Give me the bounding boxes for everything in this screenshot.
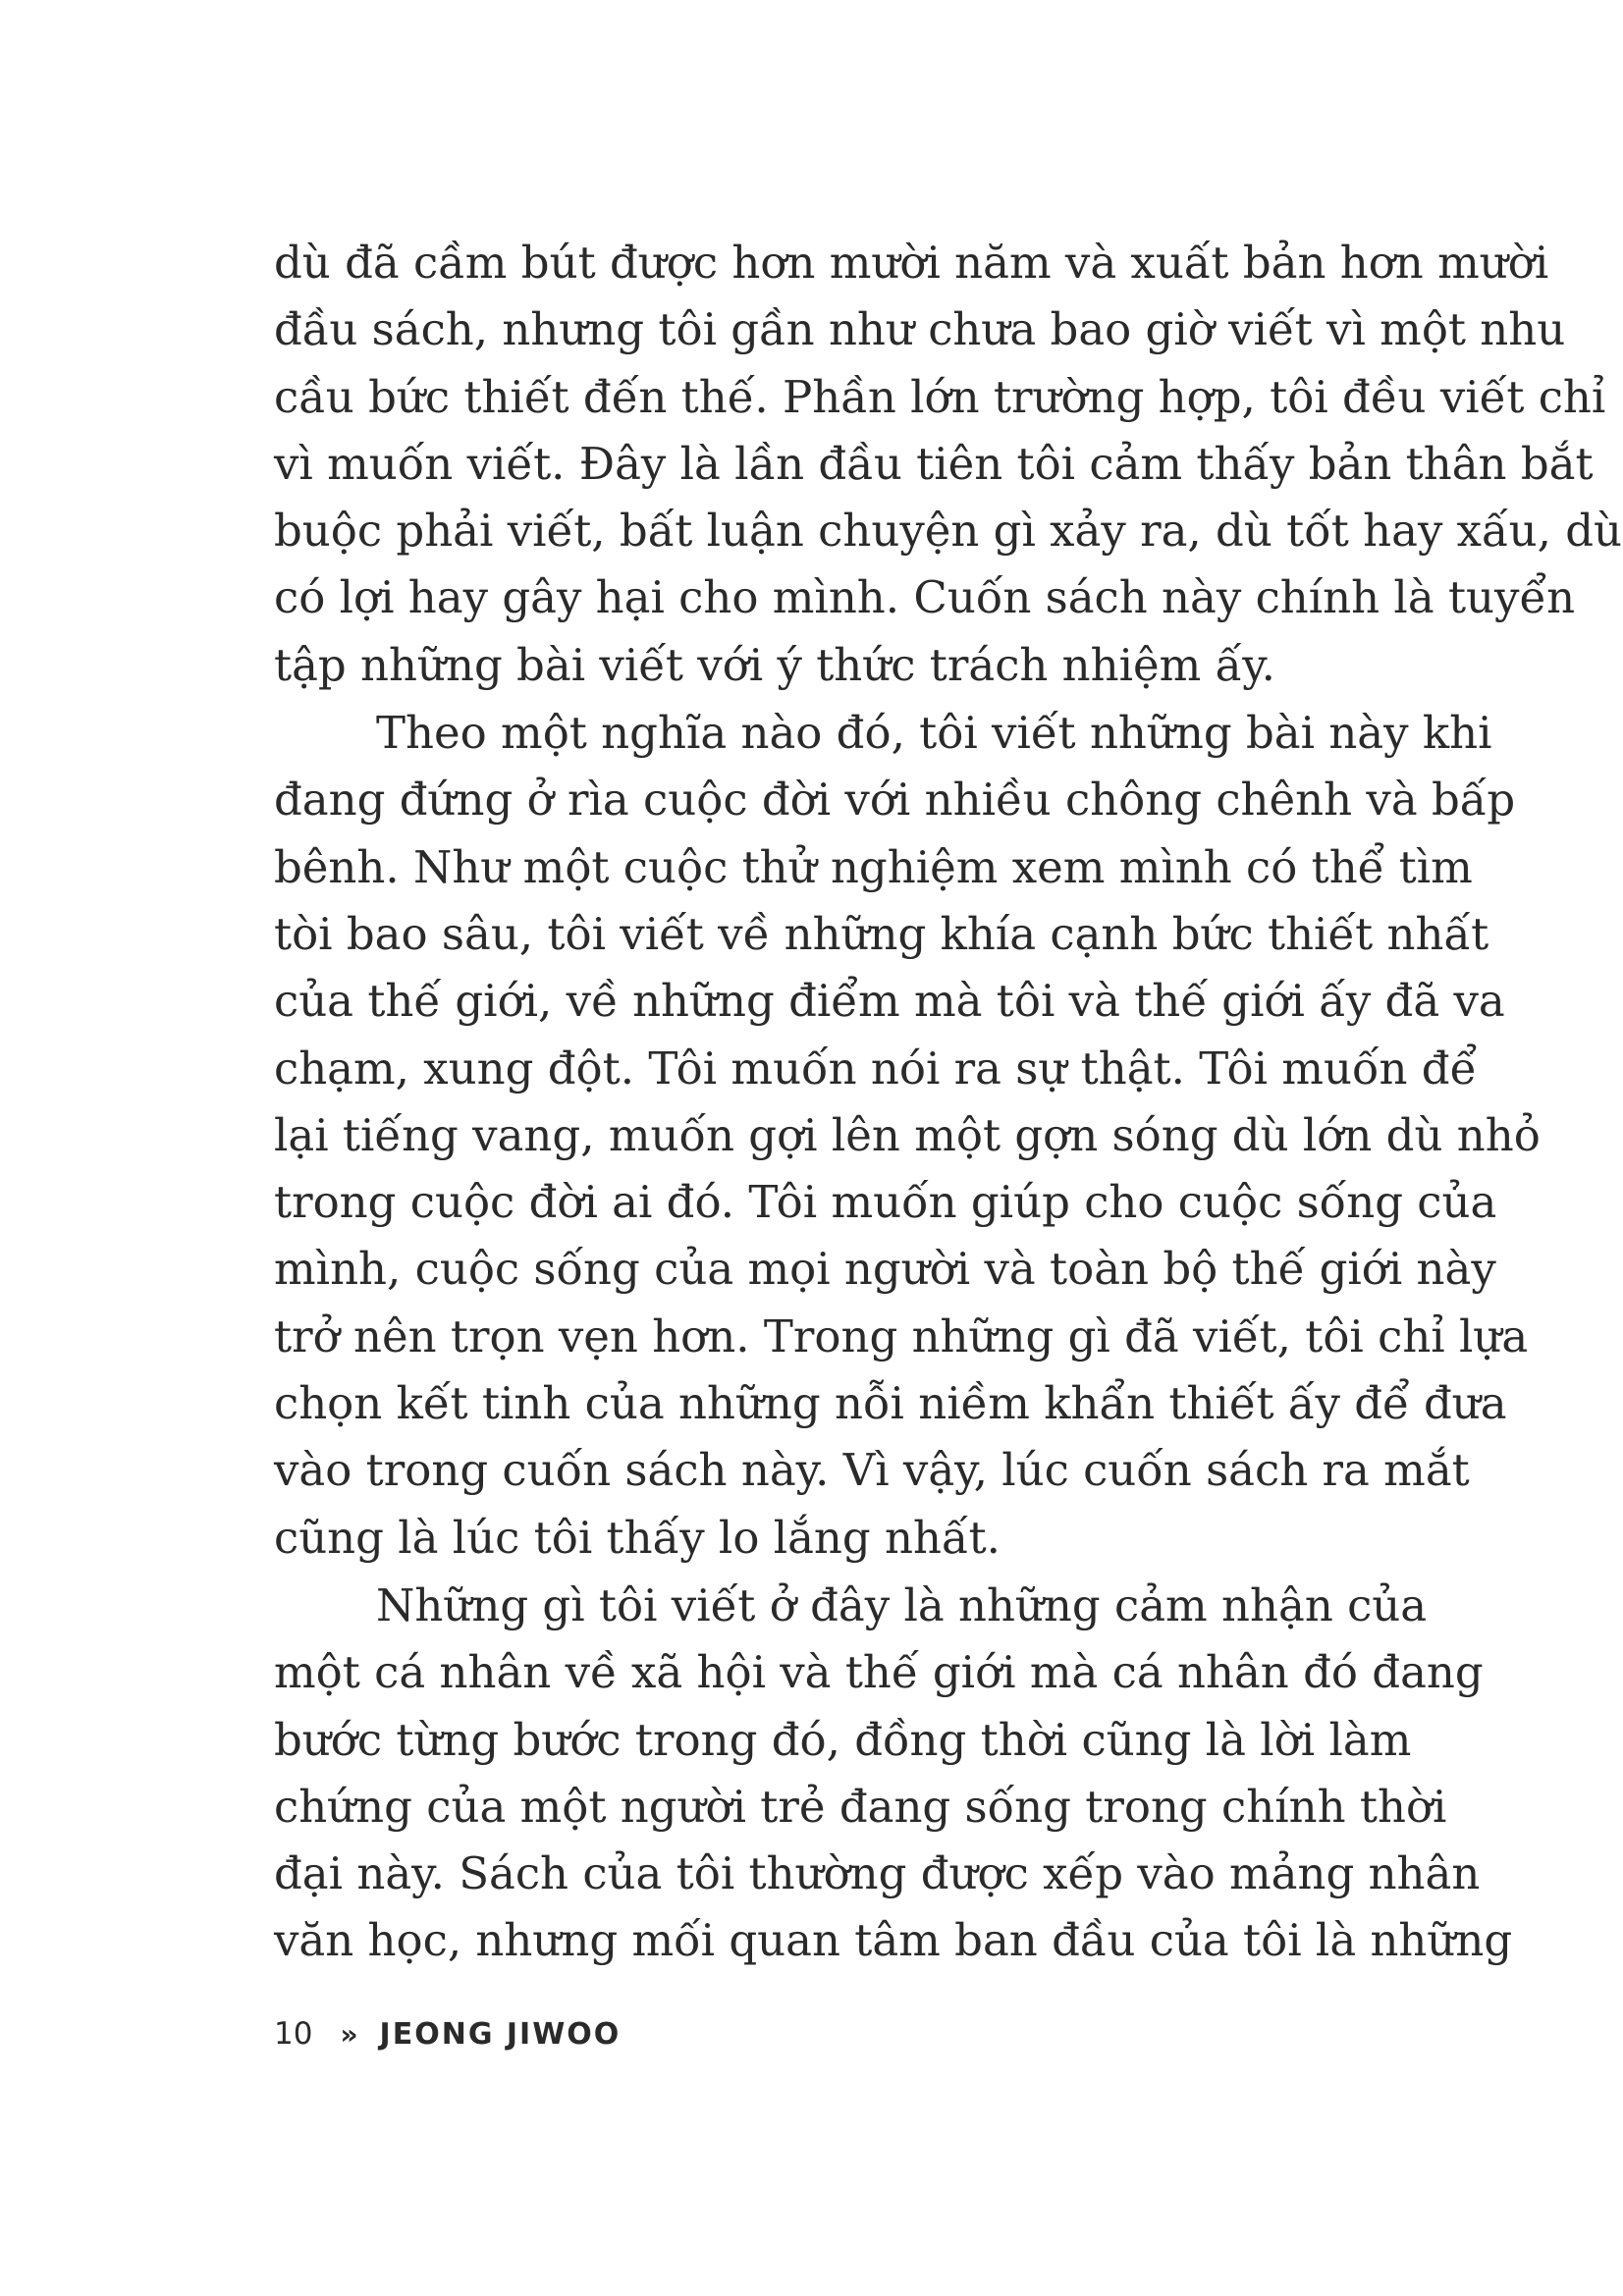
- text-line: buộc phải viết, bất luận chuyện gì xảy ra, dù tốt hay xấu, dù: [274, 505, 1623, 558]
- body-text: [274, 230, 1623, 1975]
- text-line: dù đã cầm bút được hơn mười năm và xuất bản hơn mười: [274, 237, 1549, 289]
- page-number: 10: [274, 2016, 313, 2052]
- text-line: chứng của một người trẻ đang sống trong chính thời: [274, 1780, 1447, 1833]
- text-line: của thế giới, về những điểm mà tôi và thế giới ấy đã va: [274, 975, 1505, 1028]
- text-line: đầu sách, nhưng tôi gần như chưa bao giờ viết vì một nhu: [274, 303, 1566, 356]
- text-line: bênh. Như một cuộc thử nghiệm xem mình có thể tìm: [274, 840, 1473, 893]
- text-line: tòi bao sâu, tôi viết về những khía cạnh bức thiết nhất: [274, 907, 1489, 960]
- page-footer: [274, 2014, 621, 2054]
- text-line: đại này. Sách của tôi thường được xếp vào mảng nhân: [274, 1847, 1481, 1900]
- text-line: trong cuộc đời ai đó. Tôi muốn giúp cho cuộc sống của: [274, 1176, 1497, 1229]
- text-line: một cá nhân về xã hội và thế giới mà cá nhân đó đang: [274, 1646, 1484, 1699]
- text-line: cầu bức thiết đến thế. Phần lớn trường hợp, tôi đều viết chỉ: [274, 370, 1606, 423]
- text-line: chạm, xung đột. Tôi muốn nói ra sự thật. Tôi muốn để: [274, 1041, 1478, 1095]
- text-line: mình, cuộc sống của mọi người và toàn bộ thế giới này: [274, 1243, 1496, 1296]
- text-line: Theo một nghĩa nào đó, tôi viết những bài này khi: [376, 707, 1492, 760]
- text-line: Những gì tôi viết ở đây là những cảm nhận của: [376, 1578, 1428, 1631]
- text-line: đang đứng ở rìa cuộc đời với nhiều chông chênh và bấp: [274, 774, 1516, 827]
- text-line: có lợi hay gây hại cho mình. Cuốn sách này chính là tuyển: [274, 571, 1576, 624]
- text-line: văn học, nhưng mối quan tâm ban đầu của tôi là những: [274, 1914, 1513, 1967]
- text-line: cũng là lúc tôi thấy lo lắng nhất.: [274, 1511, 1001, 1564]
- text-line: lại tiếng vang, muốn gợi lên một gợn sóng dù lớn dù nhỏ: [274, 1108, 1541, 1161]
- text-line: vì muốn viết. Đây là lần đầu tiên tôi cảm thấy bản thân bắt: [274, 437, 1594, 490]
- text-line: tập những bài viết với ý thức trách nhiệm ấy.: [274, 638, 1275, 691]
- running-author: JEONG JIWOO: [379, 2017, 622, 2052]
- text-line: trở nên trọn vẹn hơn. Trong những gì đã viết, tôi chỉ lựa: [274, 1309, 1529, 1362]
- footer-separator: »: [340, 2018, 358, 2051]
- text-line: vào trong cuốn sách này. Vì vậy, lúc cuốn sách ra mắt: [274, 1444, 1470, 1497]
- text-line: bước từng bước trong đó, đồng thời cũng là lời làm: [274, 1713, 1412, 1766]
- text-line: chọn kết tinh của những nỗi niềm khẩn thiết ấy để đưa: [274, 1377, 1507, 1430]
